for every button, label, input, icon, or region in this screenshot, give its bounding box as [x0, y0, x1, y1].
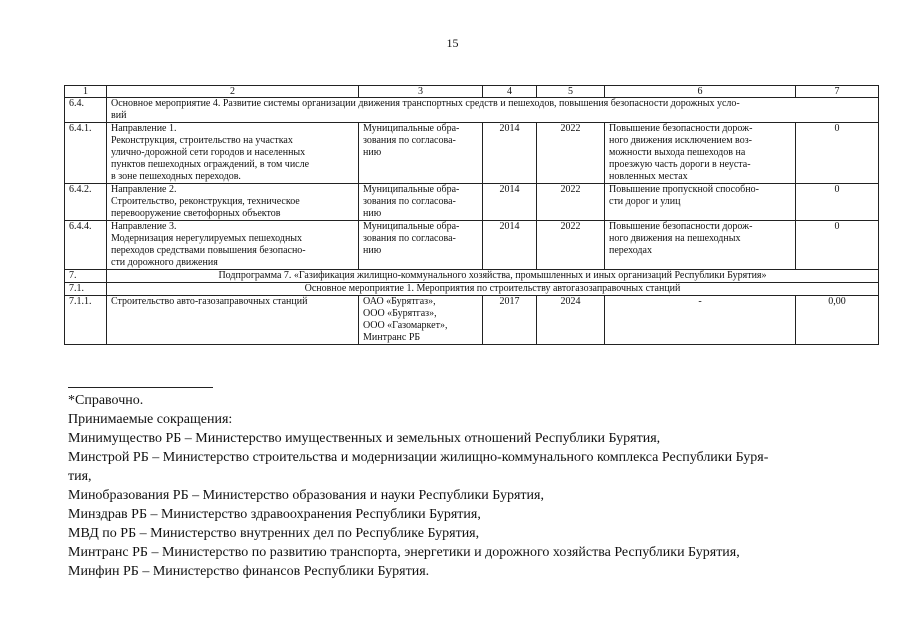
header-cell: 2 — [107, 86, 359, 98]
row-number-cell: 7.1. — [65, 283, 107, 296]
start-year-cell: 2014 — [483, 221, 537, 270]
note-line: МВД по РБ – Министерство внутренних дел по Республике Бурятия, — [68, 526, 480, 541]
executor-cell: Муниципальные обра- зования по согласова- нию — [359, 221, 483, 270]
header-cell: 3 — [359, 86, 483, 98]
program-table — [64, 85, 879, 345]
table-row — [65, 221, 879, 270]
row-number-cell: 6.4.1. — [65, 123, 107, 184]
header-cell: 5 — [537, 86, 605, 98]
measure-name-cell: Строительство авто-газозаправочных станций — [107, 296, 359, 345]
note-line: *Справочно. — [68, 393, 144, 408]
end-year-cell: 2022 — [537, 123, 605, 184]
table-row — [65, 184, 879, 221]
note-line: Минстрой РБ – Министерство строительства и модернизации жилищно-коммунального комплекса Республики Буря- тия, — [68, 450, 769, 484]
table-row — [65, 270, 879, 283]
executor-cell: Муниципальные обра- зования по согласова- нию — [359, 123, 483, 184]
table-row — [65, 296, 879, 345]
end-year-cell: 2024 — [537, 296, 605, 345]
expected-result-cell: Повышение безопасности дорож- ного движения исключением воз- можности выхода пешеходов на проезжую часть дороги в неуста- новленных местах — [605, 123, 796, 184]
start-year-cell: 2014 — [483, 184, 537, 221]
note-line: Минобразования РБ – Министерство образования и науки Республики Бурятия, — [68, 488, 544, 503]
measure-name-cell: Направление 2. Строительство, реконструкция, техническое перевооружение светофорных объектов — [107, 184, 359, 221]
program-table-body — [65, 86, 879, 345]
executor-cell: ОАО «Бурятгаз», ООО «Бурятгаз», ООО «Газомаркет», Минтранс РБ — [359, 296, 483, 345]
executor-cell: Муниципальные обра- зования по согласова- нию — [359, 184, 483, 221]
measure-name-cell: Направление 3. Модернизация нерегулируемых пешеходных переходов средствами повышения безопасно- сти дорожного движения — [107, 221, 359, 270]
expected-result-cell: Повышение пропускной способно- сти дорог и улиц — [605, 184, 796, 221]
row-number-cell: 6.4.2. — [65, 184, 107, 221]
measure-name-cell: Направление 1. Реконструкция, строительство на участках улично-дорожной сети городов и населенных пунктов пешеходных ограждений, в том числе в зоне пешеходных переходов. — [107, 123, 359, 184]
note-line: Принимаемые сокращения: — [68, 412, 233, 427]
header-cell: 7 — [796, 86, 879, 98]
abbreviation-notes — [68, 391, 848, 581]
row-number-cell: 6.4.4. — [65, 221, 107, 270]
row-number-cell: 6.4. — [65, 98, 107, 123]
note-line: Минфин РБ – Министерство финансов Республики Бурятия. — [68, 564, 430, 579]
indicator-value-cell: 0 — [796, 184, 879, 221]
row-number-cell: 7. — [65, 270, 107, 283]
section-title-cell: Основное мероприятие 1. Мероприятия по строительству автогазозаправочных станций — [107, 283, 879, 296]
end-year-cell: 2022 — [537, 221, 605, 270]
note-line: Минимущество РБ – Министерство имущественных и земельных отношений Республики Бурятия, — [68, 431, 661, 446]
table-row — [65, 123, 879, 184]
section-title-cell: Подпрограмма 7. «Газификация жилищно-коммунального хозяйства, промышленных и иных организаций Республики Бурятия» — [107, 270, 879, 283]
end-year-cell: 2022 — [537, 184, 605, 221]
indicator-value-cell: 0,00 — [796, 296, 879, 345]
header-cell: 6 — [605, 86, 796, 98]
indicator-value-cell: 0 — [796, 221, 879, 270]
expected-result-cell: Повышение безопасности дорож- ного движения на пешеходных переходах — [605, 221, 796, 270]
start-year-cell: 2014 — [483, 123, 537, 184]
note-line: Минздрав РБ – Министерство здравоохранения Республики Бурятия, — [68, 507, 481, 522]
note-line: Минтранс РБ – Министерство по развитию транспорта, энергетики и дорожного хозяйства Республики Бурятия, — [68, 545, 740, 560]
header-cell: 4 — [483, 86, 537, 98]
table-row — [65, 98, 879, 123]
page-number: 15 — [446, 36, 459, 50]
row-number-cell: 7.1.1. — [65, 296, 107, 345]
section-title-cell: Основное мероприятие 4. Развитие системы организации движения транспортных средств и пешеходов, повышения безопасности дорожных усло- вий — [107, 98, 879, 123]
indicator-value-cell: 0 — [796, 123, 879, 184]
expected-result-cell: - — [605, 296, 796, 345]
table-row — [65, 283, 879, 296]
header-row — [65, 86, 879, 98]
start-year-cell: 2017 — [483, 296, 537, 345]
header-cell: 1 — [65, 86, 107, 98]
footnote-divider — [68, 387, 213, 388]
